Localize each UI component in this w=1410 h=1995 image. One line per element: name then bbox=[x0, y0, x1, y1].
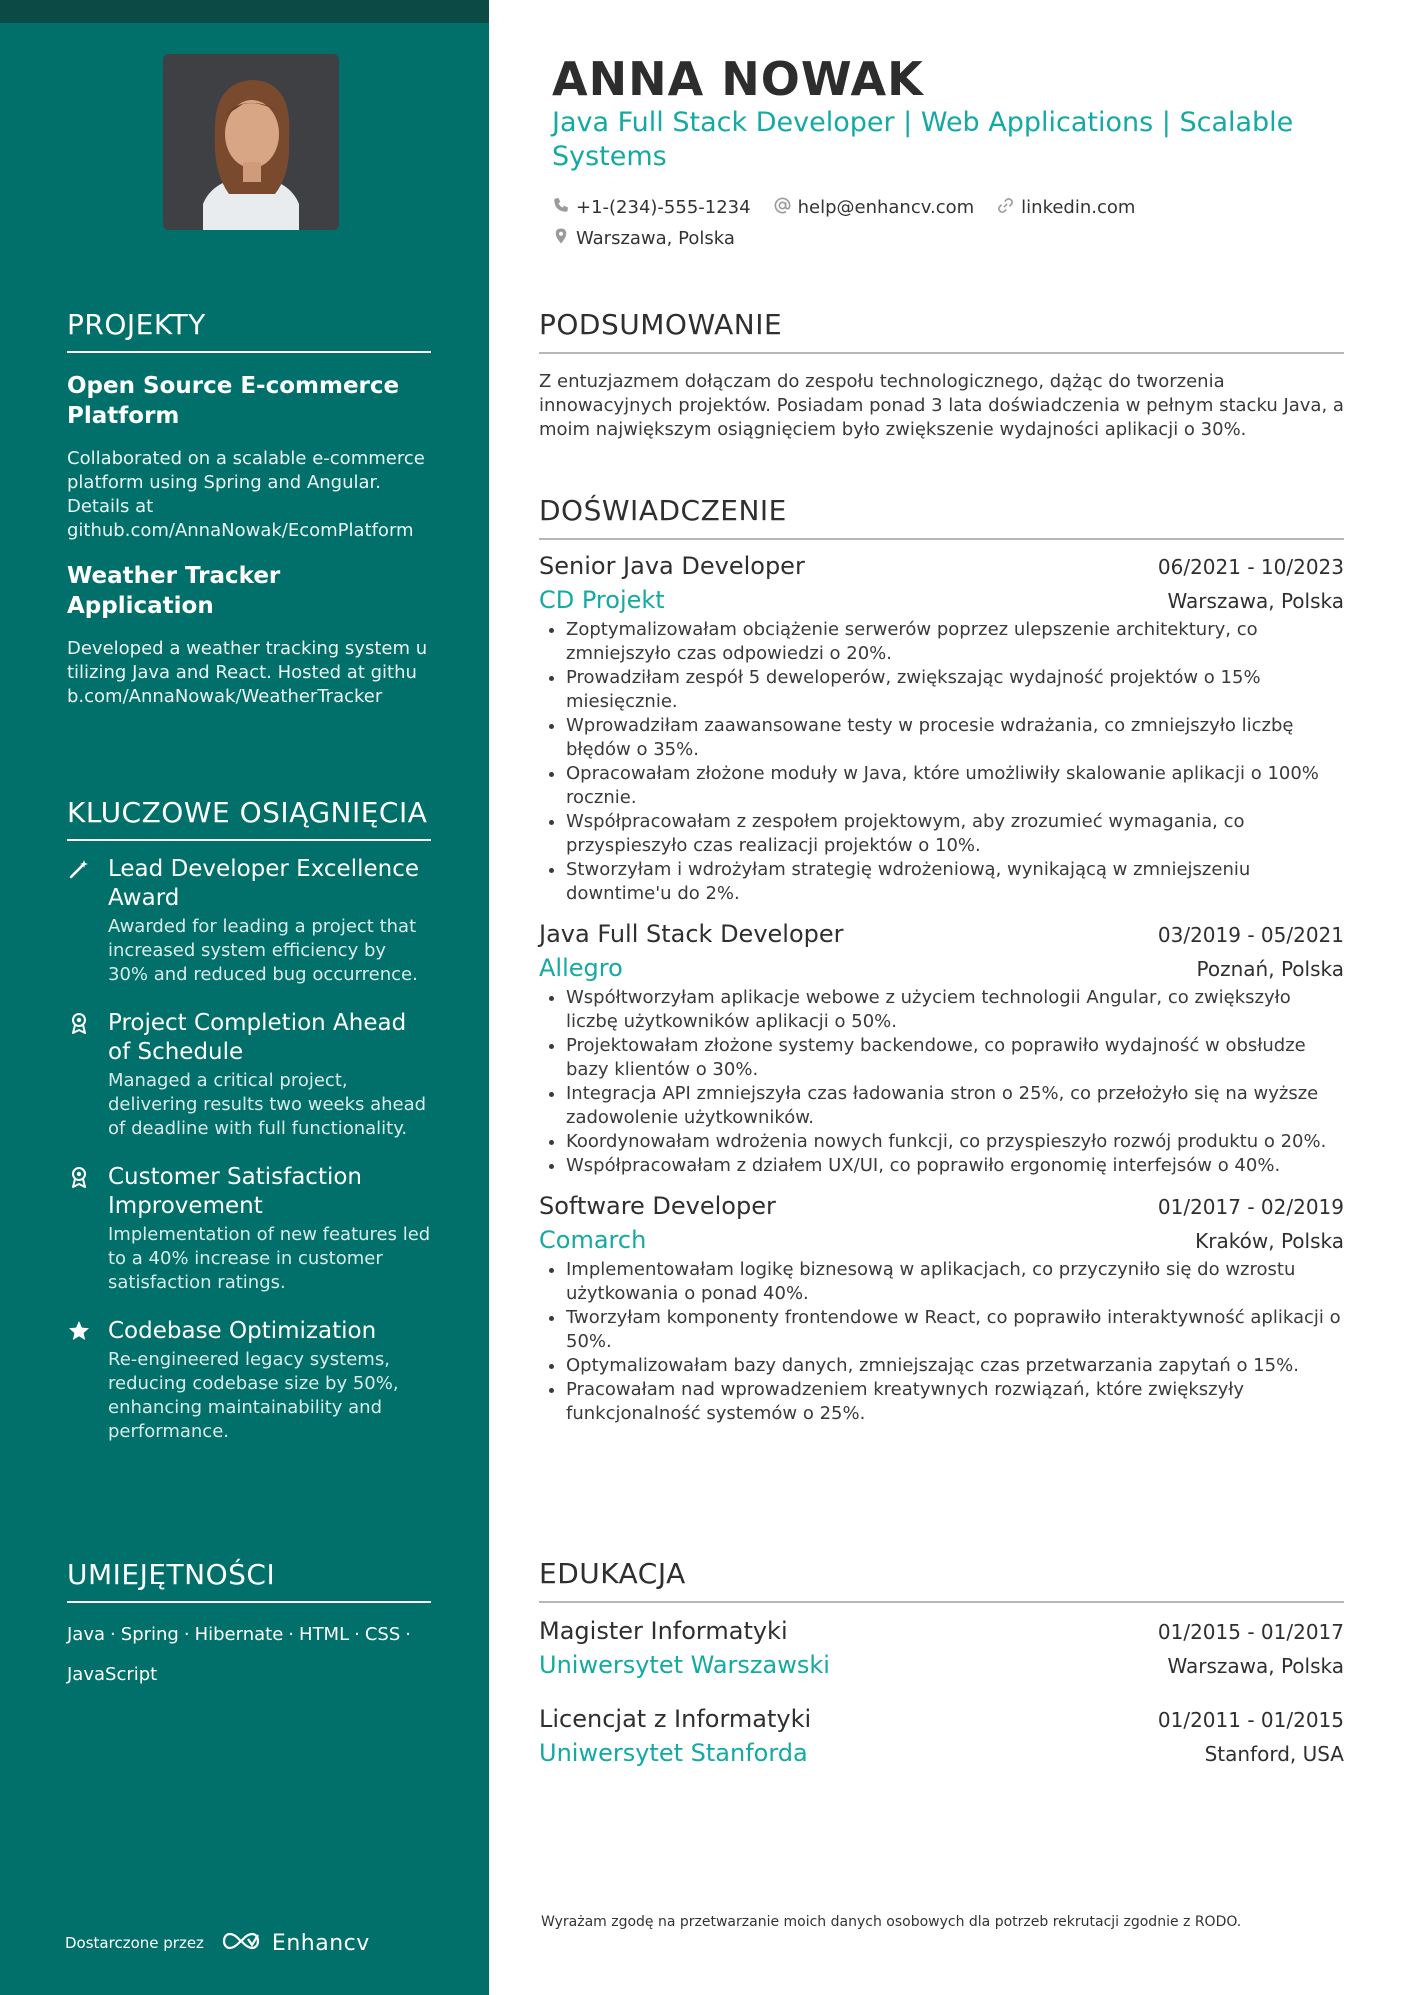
achievement-title: Project Completion Ahead of Schedule bbox=[108, 1010, 407, 1065]
skill-item: CSS bbox=[364, 1624, 401, 1645]
location-text: Warszawa, Polska bbox=[576, 228, 735, 249]
school: Uniwersytet Stanforda bbox=[539, 1739, 808, 1767]
sidebar bbox=[0, 0, 489, 1995]
job-bullets bbox=[539, 618, 1344, 906]
projects-heading: PROJEKTY bbox=[67, 308, 431, 353]
achievement-item bbox=[67, 855, 431, 987]
profile-photo bbox=[163, 54, 339, 230]
job-title: Software Developer bbox=[539, 1192, 776, 1220]
infinity-logo-icon bbox=[218, 1929, 264, 1957]
project-title: Weather Tracker Application bbox=[67, 563, 281, 619]
school: Uniwersytet Warszawski bbox=[539, 1651, 830, 1679]
location-pin-icon bbox=[552, 226, 576, 251]
achievement-item bbox=[67, 1163, 431, 1295]
achievement-title: Customer Satisfaction Improvement bbox=[108, 1164, 363, 1219]
education-location: Warszawa, Polska bbox=[1167, 1654, 1344, 1678]
education-heading: EDUKACJA bbox=[539, 1557, 1344, 1603]
skills-heading: UMIEJĘTNOŚCI bbox=[67, 1558, 431, 1603]
job-bullet: Opracowałam złożone moduły w Java, które umożliwiły skalowanie aplikacji o 100% rocznie. bbox=[539, 762, 1344, 810]
skill-item: Java bbox=[67, 1624, 106, 1645]
project-description: Collaborated on a scalable e-commerce platform using Spring and Angular. Details at github.com/AnnaNowak/EcomPlatform bbox=[67, 448, 425, 541]
powered-by bbox=[65, 1929, 370, 1957]
candidate-name: ANNA NOWAK bbox=[552, 52, 924, 106]
phone-icon bbox=[552, 196, 576, 219]
project-title: Open Source E-commerce Platform bbox=[67, 373, 400, 429]
achievement-item bbox=[67, 1009, 431, 1141]
headline: Java Full Stack Developer | Web Applications | Scalable Systems bbox=[552, 107, 1294, 172]
job-dates: 03/2019 - 05/2021 bbox=[1157, 923, 1344, 947]
job-bullets bbox=[539, 1258, 1344, 1426]
job-company: Comarch bbox=[539, 1226, 647, 1254]
linkedin-text: linkedin.com bbox=[1021, 197, 1136, 218]
job-bullet: Optymalizowałam bazy danych, zmniejszając czas przetwarzania zapytań o 15%. bbox=[539, 1354, 1344, 1378]
job-dates: 06/2021 - 10/2023 bbox=[1157, 555, 1344, 579]
skills-list: Java · Spring · Hibernate · HTML · CSS · JavaScript bbox=[67, 1624, 412, 1685]
achievement-title: Codebase Optimization bbox=[108, 1318, 377, 1344]
degree: Magister Informatyki bbox=[539, 1617, 788, 1645]
location-contact bbox=[552, 226, 735, 251]
job-location: Kraków, Polska bbox=[1195, 1229, 1344, 1253]
education-dates: 01/2015 - 01/2017 bbox=[1157, 1620, 1344, 1644]
job-bullet: Współpracowałam z działem UX/UI, co poprawiło ergonomię interfejsów o 40%. bbox=[539, 1154, 1344, 1178]
project-item bbox=[67, 371, 431, 543]
summary-heading: PODSUMOWANIE bbox=[539, 308, 1344, 354]
projects-section bbox=[67, 308, 431, 709]
powered-by-label: Dostarczone przez bbox=[65, 1934, 204, 1952]
email-text: help@enhancv.com bbox=[797, 197, 975, 218]
phone-text: +1-(234)-555-1234 bbox=[576, 197, 751, 218]
achievement-title: Lead Developer Excellence Award bbox=[108, 856, 420, 911]
job-title: Java Full Stack Developer bbox=[539, 920, 844, 948]
job-bullet: Integracja API zmniejszyła czas ładowania stron o 25%, co przełożyło się na wyższe zadowolenie użytkowników. bbox=[539, 1082, 1344, 1130]
job-company: CD Projekt bbox=[539, 586, 665, 614]
phone-contact[interactable] bbox=[552, 196, 751, 219]
linkedin-contact[interactable] bbox=[996, 196, 1135, 220]
education-section bbox=[539, 1557, 1344, 1767]
job-company: Allegro bbox=[539, 954, 623, 982]
job-bullet: Tworzyłam komponenty frontendowe w React, co poprawiło interaktywność aplikacji o 50%. bbox=[539, 1306, 1344, 1354]
achievement-description: Awarded for leading a project that increased system efficiency by 30% and reduced bug occurrence. bbox=[108, 916, 418, 985]
job-bullet: Pracowałam nad wprowadzeniem kreatywnych rozwiązań, które zwiększyły funkcjonalność systemów o 25%. bbox=[539, 1378, 1344, 1426]
achievements-section bbox=[67, 796, 431, 1444]
job-bullets bbox=[539, 986, 1344, 1178]
magic-wand-icon bbox=[67, 857, 91, 881]
job-bullet: Prowadziłam zespół 5 deweloperów, zwiększając wydajność projektów o 15% miesięcznie. bbox=[539, 666, 1344, 714]
education-location: Stanford, USA bbox=[1204, 1742, 1344, 1766]
at-icon bbox=[773, 196, 798, 220]
job-bullet: Projektowałam złożone systemy backendowe, co poprawiło wydajność w obsłudze bazy klientów o 30%. bbox=[539, 1034, 1344, 1082]
skill-item: Hibernate bbox=[194, 1624, 284, 1645]
project-item bbox=[67, 561, 431, 709]
job-bullet: Wprowadziłam zaawansowane testy w procesie wdrażania, co zmniejszyło liczbę błędów o 35%. bbox=[539, 714, 1344, 762]
award-medal-icon bbox=[67, 1011, 91, 1035]
summary-section bbox=[539, 308, 1344, 442]
skill-item: HTML bbox=[299, 1624, 350, 1645]
skill-item: JavaScript bbox=[67, 1664, 158, 1685]
experience-heading: DOŚWIADCZENIE bbox=[539, 494, 1344, 540]
job-bullet: Współpracowałam z zespołem projektowym, aby zrozumieć wymagania, co przyspieszyło czas realizacji projektów o 10%. bbox=[539, 810, 1344, 858]
skills-section bbox=[67, 1558, 431, 1695]
job-bullet: Implementowałam logikę biznesową w aplikacjach, co przyczyniło się do wzrostu użytkowania o ponad 40%. bbox=[539, 1258, 1344, 1306]
achievement-description: Re-engineered legacy systems, reducing codebase size by 50%, enhancing maintainability and performance. bbox=[108, 1349, 399, 1442]
job-bullet: Stworzyłam i wdrożyłam strategię wdrożeniową, wynikającą w zmniejszeniu downtime'u do 2%. bbox=[539, 858, 1344, 906]
job-bullet: Koordynowałam wdrożenia nowych funkcji, co przyspieszyło rozwój produktu o 20%. bbox=[539, 1130, 1344, 1154]
achievements-heading: KLUCZOWE OSIĄGNIĘCIA bbox=[67, 796, 431, 841]
job-bullet: Współtworzyłam aplikacje webowe z użyciem technologii Angular, co zwiększyło liczbę użytkowników aplikacji o 50%. bbox=[539, 986, 1344, 1034]
award-medal-icon bbox=[67, 1165, 91, 1189]
job-entry bbox=[539, 1192, 1344, 1426]
education-entry bbox=[539, 1617, 1344, 1679]
degree: Licencjat z Informatyki bbox=[539, 1705, 812, 1733]
project-description: Developed a weather tracking system utilizing Java and React. Hosted at github.com/AnnaNowak/WeatherTracker bbox=[67, 638, 428, 707]
education-dates: 01/2011 - 01/2015 bbox=[1157, 1708, 1344, 1732]
summary-text: Z entuzjazmem dołączam do zespołu technologicznego, dążąc do tworzenia innowacyjnych projektów. Posiadam ponad 3 lata doświadczenia w pełnym stacku Java, a moim największym osiągnięciem było zwiększenie wydajności aplikacji o 30%. bbox=[539, 371, 1344, 440]
achievement-description: Managed a critical project, delivering results two weeks ahead of deadline with full functionality. bbox=[108, 1070, 427, 1139]
job-location: Poznań, Polska bbox=[1196, 957, 1344, 981]
contact-info bbox=[552, 192, 1342, 254]
email-contact[interactable] bbox=[773, 196, 975, 220]
job-dates: 01/2017 - 02/2019 bbox=[1157, 1195, 1344, 1219]
job-title: Senior Java Developer bbox=[539, 552, 805, 580]
job-bullet: Zoptymalizowałam obciążenie serwerów poprzez ulepszenie architektury, co zmniejszyło czas odpowiedzi o 20%. bbox=[539, 618, 1344, 666]
job-entry bbox=[539, 920, 1344, 1178]
star-icon bbox=[67, 1319, 91, 1343]
job-entry bbox=[539, 552, 1344, 906]
job-location: Warszawa, Polska bbox=[1167, 589, 1344, 613]
achievement-description: Implementation of new features led to a 40% increase in customer satisfaction ratings. bbox=[108, 1224, 431, 1293]
sidebar-top-bar bbox=[0, 0, 489, 23]
link-icon bbox=[996, 196, 1021, 220]
skill-item: Spring bbox=[120, 1624, 179, 1645]
achievement-item bbox=[67, 1317, 431, 1444]
gdpr-consent: Wyrażam zgodę na przetwarzanie moich danych osobowych dla potrzeb rekrutacji zgodnie z RODO. bbox=[541, 1914, 1242, 1930]
enhancv-logo[interactable] bbox=[218, 1929, 370, 1957]
brand-name: Enhancv bbox=[271, 1930, 370, 1956]
experience-section bbox=[539, 494, 1344, 1426]
education-entry bbox=[539, 1705, 1344, 1767]
